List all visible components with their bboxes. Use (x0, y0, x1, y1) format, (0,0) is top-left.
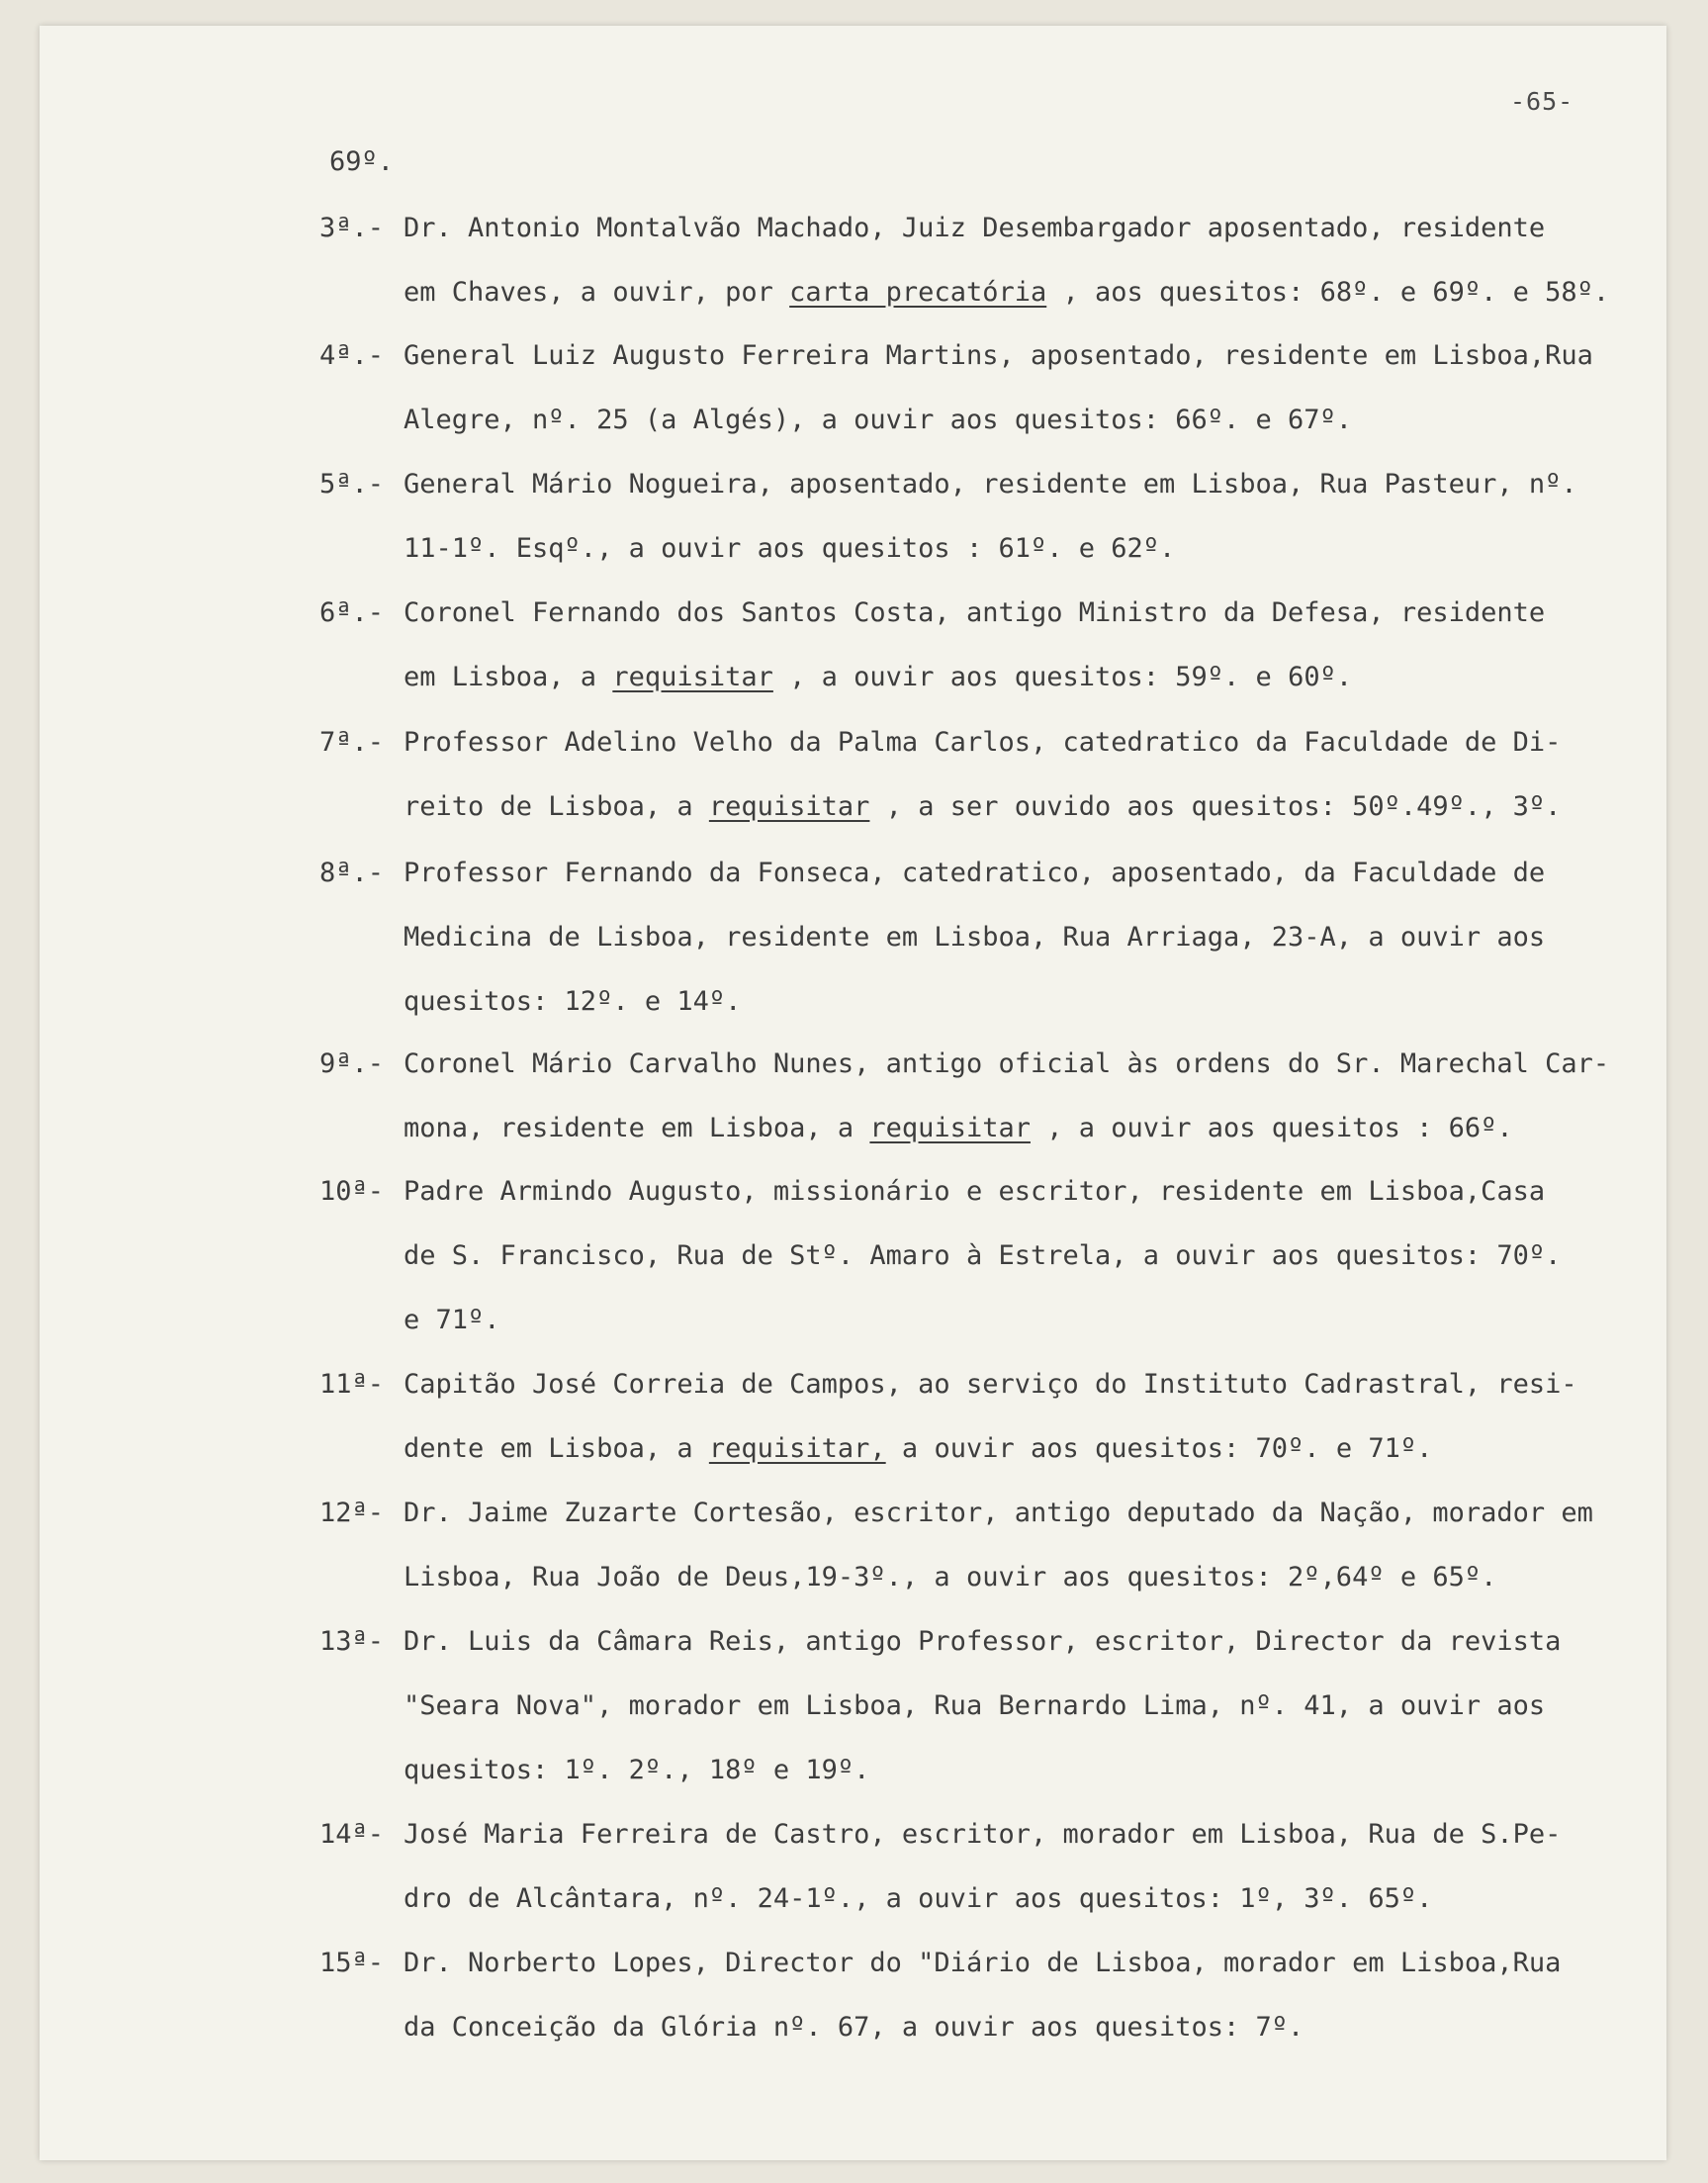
entry-line (404, 645, 1640, 709)
line-text: e 71º. (404, 1305, 500, 1335)
entry-line (404, 1545, 1640, 1609)
line-text: da Conceição da Glória nº. 67, a ouvir aos quesitos: 7º. (404, 2012, 1304, 2043)
entry-line (404, 1609, 1640, 1674)
line-text: de S. Francisco, Rua de Stº. Amaro à Estrela, a ouvir aos quesitos: 70º. (404, 1240, 1562, 1271)
entry-line (404, 323, 1640, 388)
line-text: Dr. Antonio Montalvão Machado, Juiz Desembargador aposentado, residente (404, 213, 1546, 243)
underlined-text: requisitar (869, 1113, 1031, 1143)
entry-line (404, 1738, 1640, 1802)
line-text: quesitos: 12º. e 14º. (404, 986, 742, 1017)
line-text: General Mário Nogueira, aposentado, residente em Lisboa, Rua Pasteur, nº. (404, 469, 1577, 500)
entry-number: 4ª.- (319, 340, 385, 371)
line-text: quesitos: 1º. 2º., 18º e 19º. (404, 1755, 870, 1785)
entry-line (404, 1416, 1640, 1481)
entry-line (404, 1032, 1640, 1096)
entry-number: 5ª.- (319, 469, 385, 500)
line-text: 11-1º. Esqº., a ouvir aos quesitos : 61º. e 62º. (404, 533, 1176, 564)
line-text: Lisboa, Rua João de Deus,19-3º., a ouvir aos quesitos: 2º,64º e 65º. (404, 1562, 1497, 1592)
page-number: -65- (1510, 87, 1574, 116)
line-text: Alegre, nº. 25 (a Algés), a ouvir aos quesitos: 66º. e 67º. (404, 405, 1353, 435)
entry-number: 3ª.- (319, 213, 385, 243)
underlined-text: requisitar (612, 662, 773, 692)
entry-line (404, 196, 1640, 260)
line-text: Professor Fernando da Fonseca, catedratico, aposentado, da Faculdade de (404, 858, 1546, 888)
underlined-text: carta precatória (789, 277, 1047, 308)
entry-line (404, 516, 1640, 581)
underlined-text: requisitar, (708, 1433, 886, 1464)
line-text: a ouvir aos quesitos: 70º. e 71º. (885, 1433, 1433, 1464)
line-text: Dr. Jaime Zuzarte Cortesão, escritor, antigo deputado da Nação, morador em (404, 1498, 1593, 1528)
line-text: em Chaves, a ouvir, por (404, 277, 790, 308)
line-text: em Lisboa, a (404, 662, 613, 692)
line-text: , a ouvir aos quesitos: 59º. e 60º. (772, 662, 1353, 692)
entry-line (404, 452, 1640, 516)
entry-number: 6ª.- (319, 597, 385, 628)
entry-number: 8ª.- (319, 858, 385, 888)
line-text: reito de Lisboa, a (404, 791, 709, 822)
line-text: dro de Alcântara, nº. 24-1º., a ouvir aos quesitos: 1º, 3º. 65º. (404, 1883, 1433, 1914)
line-text: Dr. Norberto Lopes, Director do "Diário de Lisboa, morador em Lisboa,Rua (404, 1948, 1562, 1978)
entry-line (404, 905, 1640, 969)
entry-line (404, 1481, 1640, 1545)
entry-line (404, 1096, 1640, 1160)
entry-line (404, 710, 1640, 774)
entry-line (404, 1288, 1640, 1352)
entry-line (404, 1995, 1640, 2059)
line-text: Medicina de Lisboa, residente em Lisboa, Rua Arriaga, 23-A, a ouvir aos (404, 922, 1546, 953)
line-text: "Seara Nova", morador em Lisboa, Rua Bernardo Lima, nº. 41, a ouvir aos (404, 1690, 1546, 1721)
line-text: , a ouvir aos quesitos : 66º. (1030, 1113, 1513, 1143)
entry-line (404, 1352, 1640, 1416)
entry-line (404, 1931, 1640, 1995)
line-text: Coronel Mário Carvalho Nunes, antigo oficial às ordens do Sr. Marechal Car- (404, 1048, 1610, 1079)
entry-number: 7ª.- (319, 727, 385, 758)
line-text: Capitão José Correia de Campos, ao serviço do Instituto Cadrastral, resi- (404, 1369, 1577, 1400)
entry-number: 11ª- (319, 1369, 385, 1400)
entry-line (404, 581, 1640, 645)
line-text: mona, residente em Lisboa, a (404, 1113, 870, 1143)
line-text: Coronel Fernando dos Santos Costa, antigo Ministro da Defesa, residente (404, 597, 1546, 628)
entry-line (404, 969, 1640, 1034)
line-text: , a ser ouvido aos quesitos: 50º.49º., 3º. (869, 791, 1562, 822)
line-text: General Luiz Augusto Ferreira Martins, aposentado, residente em Lisboa,Rua (404, 340, 1593, 371)
intro-line: 69º. (329, 146, 395, 177)
entry-number: 12ª- (319, 1498, 385, 1528)
underlined-text: requisitar (708, 791, 870, 822)
entry-line (404, 260, 1640, 324)
entry-number: 15ª- (319, 1948, 385, 1978)
line-text: Professor Adelino Velho da Palma Carlos, catedratico da Faculdade de Di- (404, 727, 1562, 758)
entry-number: 9ª.- (319, 1048, 385, 1079)
entry-number: 13ª- (319, 1626, 385, 1657)
entry-number: 10ª- (319, 1176, 385, 1207)
line-text: , aos quesitos: 68º. e 69º. e 58º. (1046, 277, 1610, 308)
entry-line (404, 774, 1640, 839)
line-text: Dr. Luis da Câmara Reis, antigo Professor, escritor, Director da revista (404, 1626, 1562, 1657)
line-text: José Maria Ferreira de Castro, escritor, morador em Lisboa, Rua de S.Pe- (404, 1819, 1562, 1850)
entry-line (404, 1866, 1640, 1931)
entry-line (404, 1224, 1640, 1288)
entry-line (404, 841, 1640, 905)
entry-line (404, 1159, 1640, 1224)
line-text: dente em Lisboa, a (404, 1433, 709, 1464)
line-text: Padre Armindo Augusto, missionário e escritor, residente em Lisboa,Casa (404, 1176, 1546, 1207)
entry-line (404, 388, 1640, 452)
entry-line (404, 1802, 1640, 1866)
entry-number: 14ª- (319, 1819, 385, 1850)
entry-line (404, 1674, 1640, 1738)
